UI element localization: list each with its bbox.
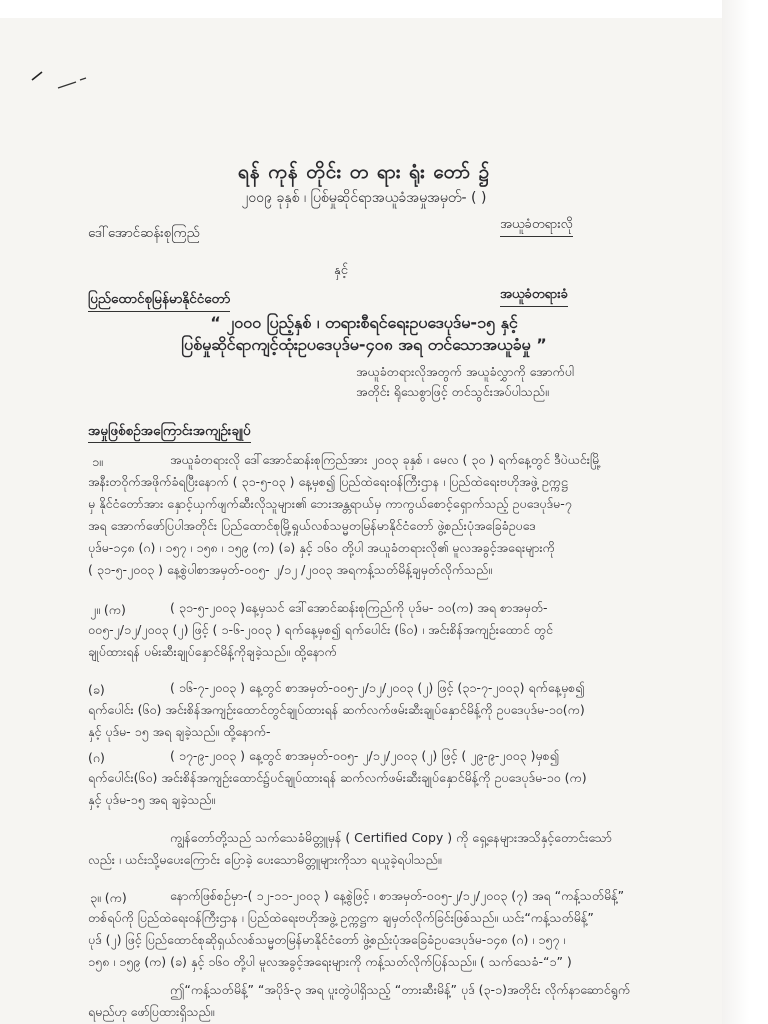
case-number: ၂၀၀၉ ခုနှစ် ၊ ပြစ်မှုဆိုင်ရာအယူခံအမှုအမှတ်- ( ) <box>241 190 487 206</box>
paragraph-line: ( ၁၆-၇-၂၀၀၃ ) နေ့တွင် စာအမှတ်-၀၀၅-၂/၁၂/၂၀၀၃ (၂) ဖြင့် (၃၁-၇-၂၀၀၃) ရက်နေ့မှစ၍ <box>170 680 585 695</box>
respondent-role: အယူခံတရားခံ <box>500 286 568 307</box>
paragraph-line: မှ နိုင်ငံတော်အား နှောင့်ယှက်ဖျက်ဆီးလိုသူများ၏ ဘေးအန္တရာယ်မှ ကာကွယ်စောင့်ရှောက်သည့် ဥပဒေပုဒ်မ-၇ <box>88 496 572 511</box>
document-sheet <box>0 18 728 1024</box>
paragraph-line: ရက်ပေါင်း (၆၀) အင်းစိန်အကျဉ်းထောင်တွင်ချုပ်ထားရန် ဆက်လက်ဖမ်းဆီးချုပ်နှောင်မိန့်ကို ဥပဒေပုဒ်မ-၁၀(က) <box>88 702 585 717</box>
versus-word: နှင့် <box>334 263 348 278</box>
intro-line-2: အတိုင်း ရိုသေစွာဖြင့် တင်သွင်းအပ်ပါသည်။ <box>356 384 549 399</box>
paragraph-line: အနီးတဝိုက်အဖိုက်ခံရပြီးနောက် ( ၃၁-၅-၀၃ ) နေ့မှစ၍ ပြည်ထဲရေးဝန်ကြီးဌာန ၊ ပြည်ထဲရေးဗဟိုအဖွဲ့ ဥက္ကဋ္ဌ <box>88 474 568 489</box>
intro-line-1: အယူခံတရားလိုအတွက် အယူခံလွှာကို အောက်ပါ <box>356 364 575 379</box>
paragraph-line: နောက်ဖြစ်စဉ်မှာ-( ၁၂-၁၁-၂၀၀၃ ) နေ့စွဲဖြင့် ၊ စာအမှတ်-၀၀၅-၂/၁၂/၂၀၀၃ (၇) အရ “ကန့်သတ်မိန့်” <box>170 888 625 903</box>
paragraph-number: (ဂ) <box>88 750 105 765</box>
paragraph-line: ( ၃၁-၅-၂၀၀၃ )နေ့မှသင် ဒေါ်အောင်ဆန်းစုကြည်ကို ပုဒ်မ- ၁၀(က) အရ စာအမှတ်- <box>170 600 548 615</box>
court-title: ရန် ကုန် တိုင်း တ ရား ရုံး တော် ၌ <box>237 161 491 183</box>
paragraph-line: ( ၃၁-၅-၂၀၀၃ ) နေ့စွဲပါစာအမှတ်-၀၀၅- ၂/၁၂ /၂၀၀၃ အရကန့်သတ်မိန့်ချမှတ်လိုက်သည်။ <box>88 562 493 577</box>
subject-line-2: ပြစ်မှုဆိုင်ရာကျင့်ထုံးဥပဒေပုဒ်မ-၄၀၈ အရ တင်သောအယူခံမှု ” <box>181 335 547 354</box>
paragraph-line: ကျွန်တော်တို့သည် သက်သေခံမိတ္တူမှန် ( Certified Copy ) ကို ရှေ့နေများအသိနှင့်တောင်းသော် <box>170 830 612 845</box>
paragraph-line: ရမည်ဟု ဖော်ပြထားရှိသည်။ <box>88 1004 215 1019</box>
paragraph-number: ၁။ <box>92 454 103 469</box>
paragraph-line: နှင့် ပုဒ်မ-၁၅ အရ ချခဲ့သည်။ <box>88 792 216 807</box>
paragraph-number: ၂။ (က) <box>90 602 126 617</box>
paragraph-line: ပုဒ် (၂) ဖြင့် ပြည်ထောင်စုဆိုရှယ်လစ်သမ္မတမြန်မာနိုင်ငံတော် ဖွဲ့စည်းပုံအခြေခံဥပဒေပုဒ်မ-၁၄၈ (ဂ) ၊ ၁၅၇ ၊ <box>88 932 566 947</box>
paragraph-line: ( ၁၇-၉-၂၀၀၃ ) နေ့တွင် စာအမှတ်-၀၀၅- ၂/၁၂/၂၀၀၃ (၂) ဖြင့် ( ၂၉-၉-၂၀၀၃ )မှစ၍ <box>170 748 560 763</box>
scan-top-margin <box>0 0 768 18</box>
paragraph-line: ၀၀၅-၂/၁၂/၂၀၀၃ (၂) ဖြင့် ( ၁-၆-၂၀၀၃ ) ရက်နေ့မှစ၍ ရက်ပေါင်း (၆၀) ၊ အင်းစိန်အကျဉ်းထောင် တွင် <box>88 622 553 637</box>
paragraph-line: လည်း ၊ ယင်းသို့မပေးကြောင်း ပြောခဲ့ ပေးသောမိတ္တူများကိုသာ ရယူခဲ့ရပါသည်။ <box>88 852 442 867</box>
paragraph-line: ချုပ်ထားရန် ပမ်းဆီးချုပ်နှောင်မိန့်ကိုချခဲ့သည်။ ထို့နောက် <box>88 644 337 659</box>
appellant-name: ဒေါ်အောင်ဆန်းစုကြည် <box>88 225 200 241</box>
scan-right-margin <box>722 0 768 1024</box>
subject-line-1: “ ၂၀၀၀ ပြည့်နှစ် ၊ တရားစီရင်ရေးဥပဒေပုဒ်မ-၁၅ နှင့် <box>210 313 518 332</box>
paragraph-line: ဤ“ကန့်သတ်မိန့်” “အပိုဒ်-၃ အရ ပူးတွဲပါရှိသည့် “တားဆီးမိန့်” ပုဒ် (၃-၁)အတိုင်း လိုက်နာဆောင်ရွက် <box>170 982 631 997</box>
paragraph-line: အရ အောက်ဖော်ပြပါအတိုင်း ပြည်ထောင်စုမြို့ရှုယ်လစ်သမ္မတမြန်မာနိုင်ငံတော် ဖွဲ့စည်းပုံအခြေခံဥပဒေ <box>88 518 536 533</box>
respondent-name: ပြည်ထောင်စုမြန်မာနိုင်ငံတော် <box>88 290 230 312</box>
paragraph-line: နှင့် ပုဒ်မ- ၁၅ အရ ချခဲ့သည်။ ထို့နောက်- <box>88 724 271 739</box>
paragraph-number: ၃။ (က) <box>90 890 127 905</box>
section-heading: အမှုဖြစ်စဉ်အကြောင်းအကျဉ်းချုပ် <box>88 422 251 443</box>
appellant-role: အယူခံတရားလို <box>500 216 573 237</box>
paragraph-line: ၁၅၈ ၊ ၁၅၉ (က) (ခ) နှင့် ၁၆၀ တို့ပါ မူလအခွင့်အရေးများကို ကန့်သတ်လိုက်ပြန်သည်။ ( သက်သေခံ-“၁” ) <box>88 954 572 969</box>
paragraph-line: ပုဒ်မ-၁၄၈ (ဂ) ၊ ၁၅၇ ၊ ၁၅၈ ၊ ၁၅၉ (က) (ခ) နှင့် ၁၆၀ တို့ပါ အယူခံတရားလို၏ မူလအခွင့်အရေးများကို <box>88 540 555 555</box>
paragraph-number: (ခ) <box>88 682 105 697</box>
paragraph-line: အယူခံတရားလို ဒေါ်အောင်ဆန်းစုကြည်အား ၂၀၀၃ ခုနှစ် ၊ မေလ ( ၃၀ ) ရက်နေ့တွင် ဒီပဲယင်းမြို့ <box>170 452 602 467</box>
paragraph-line: ရက်ပေါင်း(၆၀) အင်းစိန်အကျဉ်းထောင်၌ပင်ချုပ်ထားရန် ဆက်လက်ဖမ်းဆီးချုပ်နှောင်မိန့်ကို ဥပဒေပုဒ်မ-၁၀ (က) <box>88 770 587 785</box>
pen-stroke-mark <box>28 58 88 98</box>
paragraph-line: တစ်ရပ်ကို ပြည်ထဲရေးဝန်ကြီးဌာန ၊ ပြည်ထဲရေးဗဟိုအဖွဲ့ ဥက္ကဋ္ဌက ချမှတ်လိုက်ခြင်းဖြစ်သည်။ ယင်း“ကန့်သတ်မိန့်” <box>88 910 594 925</box>
